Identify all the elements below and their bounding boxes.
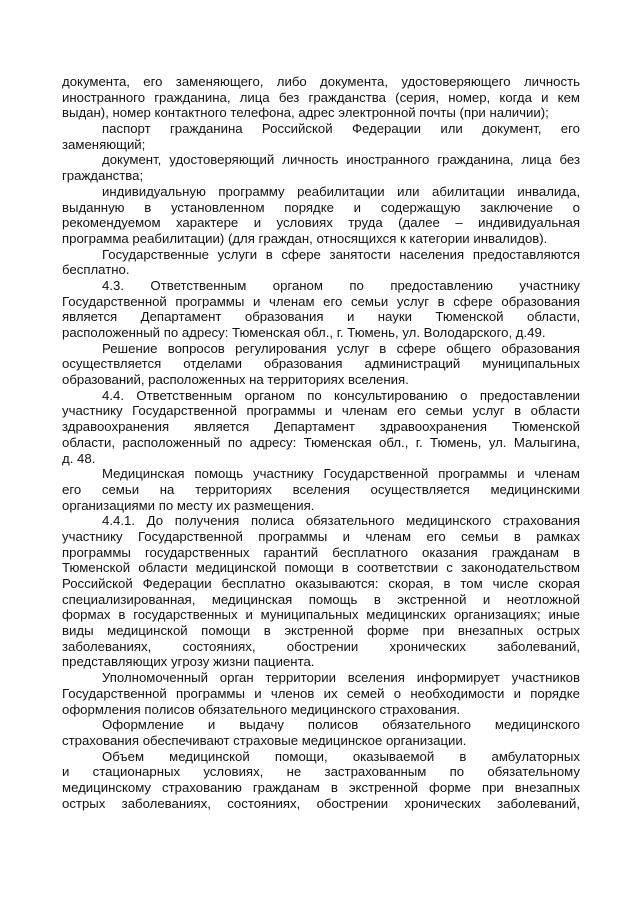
text-line: Государственной программы и членам его семьи услуг в сфере образования [62, 293, 580, 309]
text-line: Государственные услуги в сфере занятости населения предоставляются [102, 246, 580, 262]
text-line: заболеваниях, состояниях, обострении хронических заболеваний, [62, 638, 580, 654]
text-line: заменяющий; [62, 136, 146, 152]
text-line: оформления полисов обязательного медицинского страхования. [62, 701, 461, 717]
text-line: рекомендуемом характере и условиях труда (далее – индивидуальная [62, 215, 580, 231]
text-line: выданную в установленном порядке и содержащую заключение о [62, 199, 580, 215]
text-line: участнику Государственной программы и членам его семьи в рамках [62, 528, 580, 544]
document-body [62, 74, 580, 811]
text-line: 4.4. Ответственным органом по консультированию о предоставлении [102, 387, 580, 403]
text-line: области, расположенный по адресу: Тюменская обл., г. Тюмень, ул. Малыгина, [62, 434, 580, 450]
text-line: программы государственных гарантий бесплатного оказания гражданам в [62, 544, 580, 560]
text-line: здравоохранения является Департамент здравоохранения Тюменской [62, 419, 580, 435]
text-line: д. 48. [62, 450, 96, 466]
text-line: Уполномоченный орган территории вселения информирует участников [102, 670, 580, 686]
text-line: участнику Государственной программы и членам его семьи услуг в области [62, 403, 580, 419]
text-line: осуществляется отделами образования администраций муниципальных [62, 356, 580, 372]
text-line: Медицинская помощь участнику Государственной программы и членам [102, 466, 580, 482]
text-line: Тюменской области медицинской помощи в соответствии с законодательством [62, 560, 580, 576]
text-line: представляющих угрозу жизни пациента. [62, 654, 315, 670]
text-line: выдан), номер контактного телефона, адрес электронной почты (при наличии); [62, 105, 549, 121]
text-line: образований, расположенных на территориях вселения. [62, 372, 409, 388]
text-line: 4.4.1. До получения полиса обязательного медицинского страхования [102, 513, 580, 529]
text-line: документ, удостоверяющий личность иностранного гражданина, лица без [102, 152, 580, 168]
text-line: и стационарных условиях, не застрахованным по обязательному [62, 764, 580, 780]
text-line: 4.3. Ответственным органом по предоставлению участнику [102, 277, 580, 293]
text-line: иностранного гражданина, лица без гражданства (серия, номер, когда и кем [62, 89, 580, 105]
text-line: его семьи на территориях вселения осуществляется медицинскими [62, 481, 580, 497]
text-line: Российской Федерации бесплатно оказываются: скорая, в том числе скорая [62, 576, 580, 591]
text-line: Решение вопросов регулирования услуг в сфере общего образования [102, 340, 580, 356]
text-line: Оформление и выдачу полисов обязательного медицинского [102, 717, 580, 733]
text-line: расположенный по адресу: Тюменская обл., г. Тюмень, ул. Володарского, д.49. [62, 325, 546, 340]
text-line: является Департамент образования и науки Тюменской области, [62, 309, 580, 325]
text-line: Объем медицинской помощи, оказываемой в амбулаторных [102, 748, 580, 764]
text-line: медицинскому страхованию гражданам в экстренной форме при внезапных [62, 779, 580, 795]
text-line: формах в государственных и муниципальных медицинских организациях; иные [62, 607, 580, 623]
text-line: паспорт гражданина Российской Федерации или документ, его [102, 121, 580, 137]
text-line: организациями по месту их размещения. [62, 497, 315, 513]
text-line: виды медицинской помощи в экстренной форме при внезапных острых [62, 623, 580, 639]
text-line: острых заболеваниях, состояниях, обострении хронических заболеваний, [62, 795, 580, 811]
text-line: специализированная, медицинская помощь в экстренной и неотложной [62, 591, 580, 607]
text-line: индивидуальную программу реабилитации или абилитации инвалида, [102, 183, 580, 199]
text-line: страхования обеспечивают страховые медицинское организации. [62, 732, 467, 748]
text-line: документа, его заменяющего, либо документа, удостоверяющего личность [62, 74, 580, 89]
text-line: бесплатно. [62, 262, 130, 278]
text-line: гражданства; [62, 168, 144, 184]
text-line: программа реабилитации) (для граждан, относящихся к категории инвалидов). [62, 230, 548, 246]
text-line: Государственной программы и членов их семей о необходимости и порядке [62, 685, 580, 701]
